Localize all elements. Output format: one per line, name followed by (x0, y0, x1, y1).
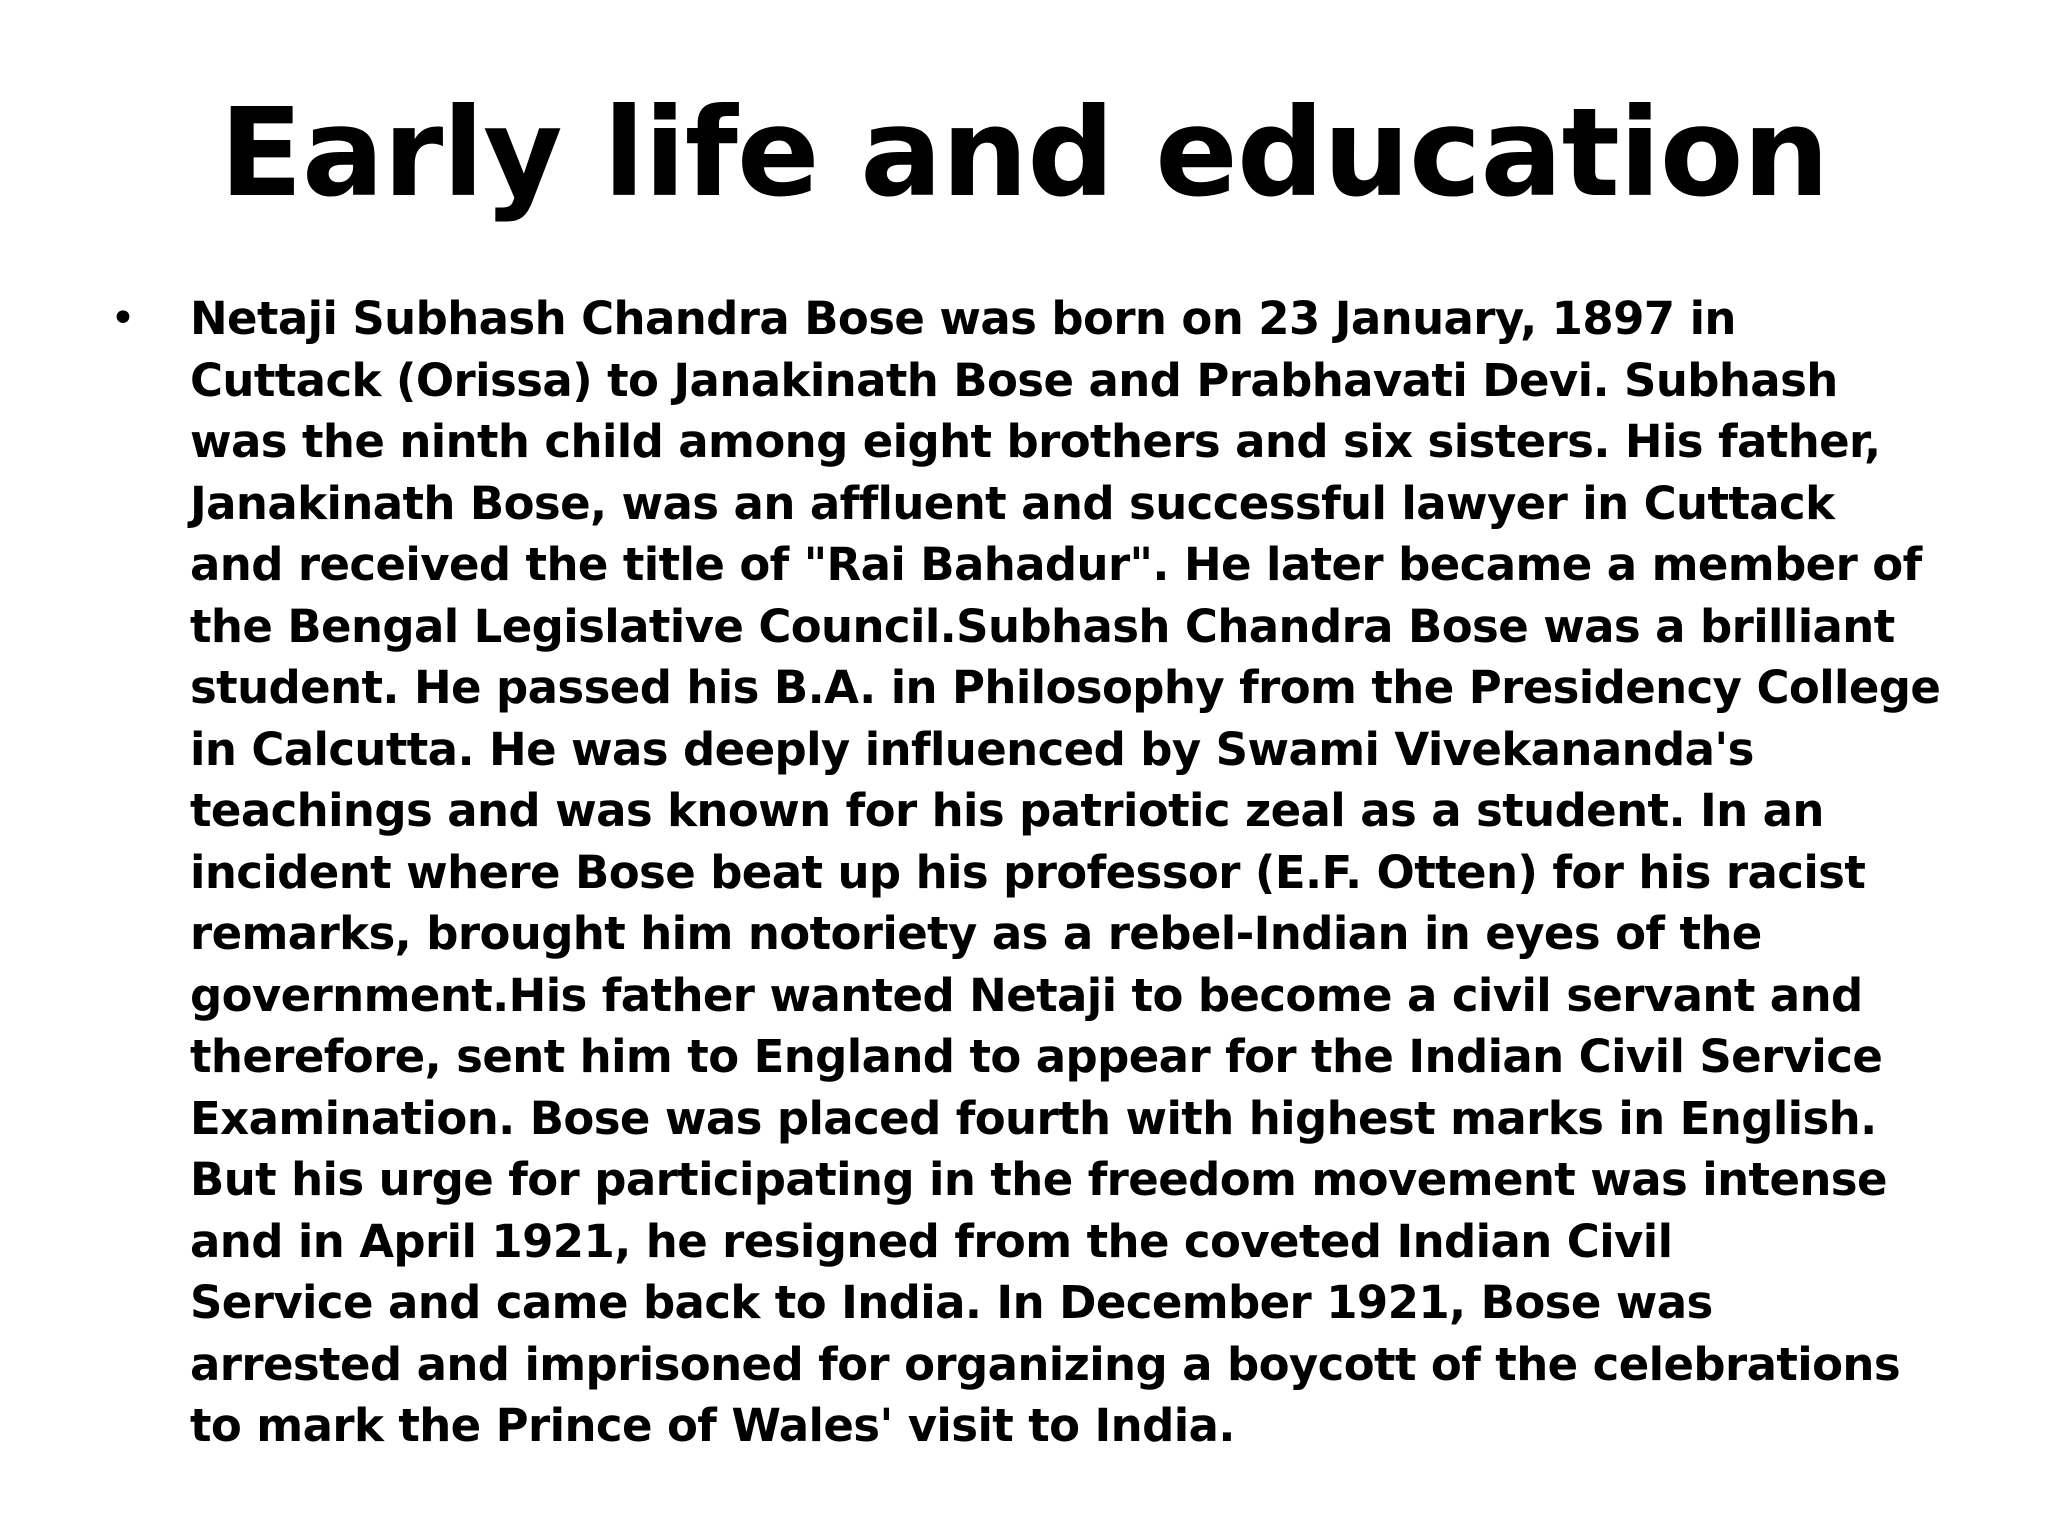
bullet-list (110, 288, 1970, 1457)
bullet-marker: • (110, 293, 136, 344)
slide-title: Early life and education (219, 82, 1829, 224)
bullet-text: Netaji Subhash Chandra Bose was born on 23 January, 1897 in Cuttack (Orissa) to Janakinath Bose and Prabhavati Devi. Subhash was the ninth child among eight brothers and six sisters. His father, Janakinath Bose, was an affluent and successful lawyer in Cuttack and received the title of "Rai Bahadur". He later became a member of the Bengal Legislative Council.Subhash Chandra Bose was a brilliant student. He passed his B.A. in Philosophy from the Presidency College in Calcutta. He was deeply influenced by Swami Vivekananda's teachings and was known for his patriotic zeal as a student. In an incident where Bose beat up his professor (E.F. Otten) for his racist remarks, brought him notoriety as a rebel-Indian in eyes of the government.His father wanted Netaji to become a civil servant and therefore, sent him to England to appear for the Indian Civil Service Examination. Bose was placed fourth with highest marks in English. But his urge for participating in the freedom movement was intense and in April 1921, he resigned from the coveted Indian Civil Service and came back to India. In December 1921, Bose was arrested and imprisoned for organizing a boycott of the celebrations to mark the Prince of Wales' visit to India. (190, 292, 1941, 1452)
bullet-item (110, 288, 1970, 1457)
